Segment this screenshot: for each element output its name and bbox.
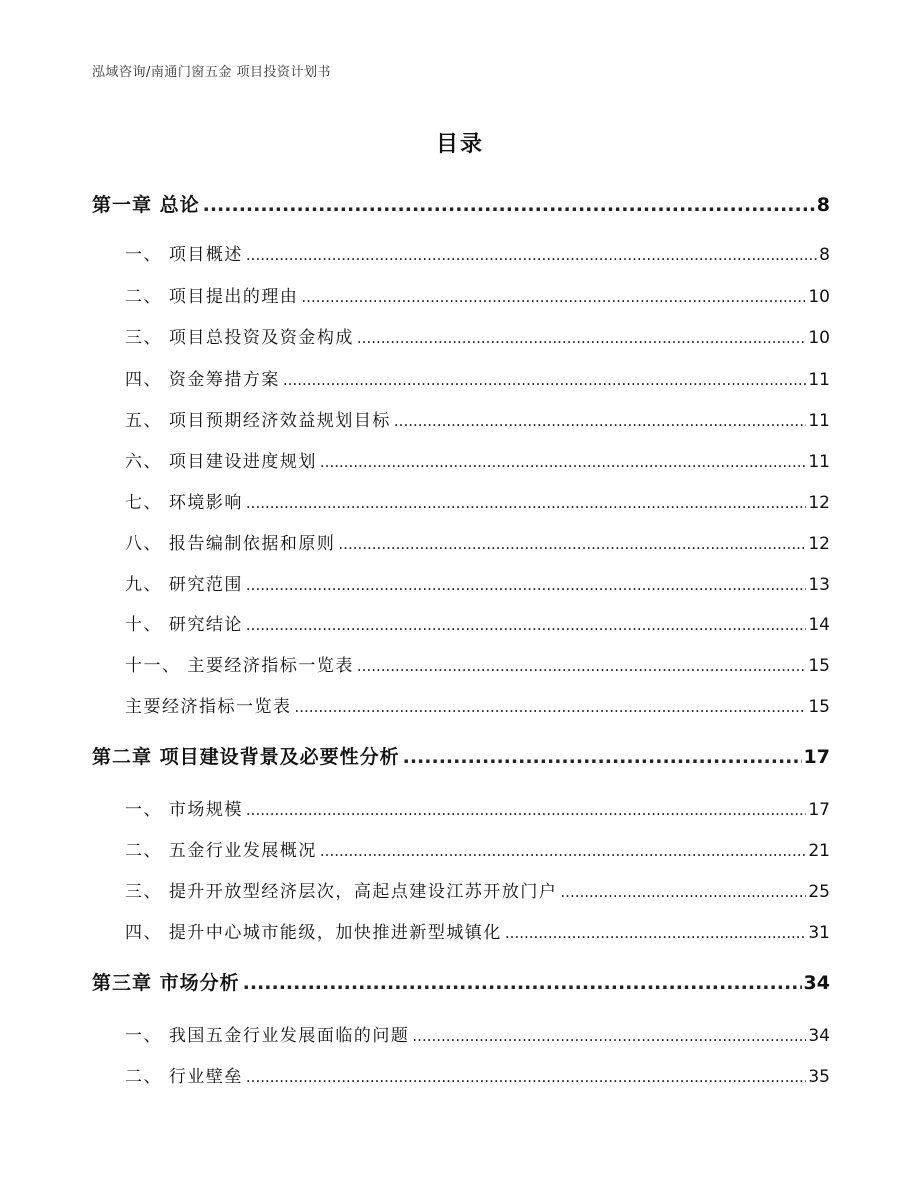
toc-chapter-entry[interactable] xyxy=(92,742,830,769)
toc-leader-dots xyxy=(246,616,806,634)
toc-section-entry[interactable] xyxy=(125,282,830,307)
toc-entry-page-number: 8 xyxy=(819,245,830,265)
toc-entry-page-number: 21 xyxy=(808,841,830,861)
toc-entry-label: 主要经济指标一览表 xyxy=(125,697,292,717)
toc-leader-dots xyxy=(394,412,806,430)
toc-entry-label: 二、 项目提出的理由 xyxy=(125,287,299,307)
toc-entry-label: 三、 提升开放型经济层次，高起点建设江苏开放门户 xyxy=(125,882,558,902)
toc-entry-page-number: 15 xyxy=(808,697,830,717)
toc-section-entry[interactable] xyxy=(125,795,830,820)
toc-entry-page-number: 13 xyxy=(808,575,830,595)
toc-section-entry[interactable] xyxy=(125,877,830,902)
toc-section-entry[interactable] xyxy=(125,323,830,348)
toc-entry-page-number: 34 xyxy=(803,972,830,994)
toc-entry-label: 九、 研究范围 xyxy=(125,575,243,595)
toc-leader-dots xyxy=(320,842,806,860)
toc-entry-label: 十、 研究结论 xyxy=(125,615,243,635)
toc-chapter-entry[interactable] xyxy=(92,190,830,217)
toc-section-entry[interactable] xyxy=(125,447,830,472)
toc-section-entry[interactable] xyxy=(125,406,830,431)
toc-section-entry[interactable] xyxy=(125,651,830,676)
toc-leader-dots xyxy=(403,746,802,768)
toc-leader-dots xyxy=(246,1068,806,1086)
toc-leader-dots xyxy=(246,246,817,264)
toc-section-entry[interactable] xyxy=(125,365,830,390)
toc-entry-page-number: 10 xyxy=(808,328,830,348)
toc-section-entry[interactable] xyxy=(125,1062,830,1087)
toc-entry-label: 第一章 总论 xyxy=(92,194,200,216)
toc-entry-page-number: 12 xyxy=(808,493,830,513)
toc-title: 目录 xyxy=(435,132,484,157)
toc-leader-dots xyxy=(357,657,806,675)
toc-entry-page-number: 34 xyxy=(808,1026,830,1046)
toc-entry-label: 十一、 主要经济指标一览表 xyxy=(125,656,354,676)
toc-section-entry[interactable] xyxy=(125,918,830,943)
toc-entry-label: 四、 资金筹措方案 xyxy=(125,370,280,390)
toc-entry-page-number: 14 xyxy=(808,615,830,635)
toc-entry-page-number: 10 xyxy=(808,287,830,307)
toc-section-entry[interactable] xyxy=(125,488,830,513)
toc-entry-page-number: 11 xyxy=(808,411,830,431)
toc-leader-dots xyxy=(295,698,807,716)
toc-entry-page-number: 12 xyxy=(808,534,830,554)
toc-entry-page-number: 15 xyxy=(808,656,830,676)
toc-entry-page-number: 11 xyxy=(808,452,830,472)
page-header: 泓域咨询/南通门窗五金 项目投资计划书 xyxy=(92,65,332,80)
toc-entry-label: 五、 项目预期经济效益规划目标 xyxy=(125,411,391,431)
toc-leader-dots xyxy=(560,883,806,901)
toc-leader-dots xyxy=(283,371,806,389)
toc-section-entry[interactable] xyxy=(125,529,830,554)
toc-entry-label: 六、 项目建设进度规划 xyxy=(125,452,317,472)
toc-section-entry[interactable] xyxy=(125,570,830,595)
toc-leader-dots xyxy=(246,494,806,512)
toc-entry-page-number: 31 xyxy=(808,923,830,943)
toc-entry-label: 七、 环境影响 xyxy=(125,493,243,513)
toc-entry-label: 第二章 项目建设背景及必要性分析 xyxy=(92,746,400,768)
toc-leader-dots xyxy=(505,924,806,942)
toc-leader-dots xyxy=(320,453,806,471)
toc-entry-label: 二、 行业壁垒 xyxy=(125,1067,243,1087)
toc-entry-page-number: 25 xyxy=(808,882,830,902)
toc-leader-dots xyxy=(203,194,815,216)
toc-entry-page-number: 35 xyxy=(808,1067,830,1087)
toc-section-entry[interactable] xyxy=(125,610,830,635)
toc-chapter-entry[interactable] xyxy=(92,968,830,995)
toc-leader-dots xyxy=(246,576,806,594)
toc-leader-dots xyxy=(246,801,806,819)
toc-entry-label: 第三章 市场分析 xyxy=(92,972,240,994)
toc-section-entry[interactable] xyxy=(125,240,830,265)
toc-leader-dots xyxy=(243,972,802,994)
toc-leader-dots xyxy=(301,288,806,306)
toc-entry-label: 三、 项目总投资及资金构成 xyxy=(125,328,354,348)
toc-entry-label: 二、 五金行业发展概况 xyxy=(125,841,317,861)
toc-entry-label: 一、 项目概述 xyxy=(125,245,243,265)
toc-section-entry[interactable] xyxy=(125,1021,830,1046)
toc-entry-page-number: 17 xyxy=(803,746,830,768)
toc-leader-dots xyxy=(338,535,806,553)
toc-entry-label: 一、 市场规模 xyxy=(125,800,243,820)
toc-entry-page-number: 11 xyxy=(808,370,830,390)
toc-entry-label: 四、 提升中心城市能级，加快推进新型城镇化 xyxy=(125,923,502,943)
toc-entry-label: 一、 我国五金行业发展面临的问题 xyxy=(125,1026,410,1046)
toc-section-entry[interactable] xyxy=(125,692,830,717)
toc-entry-label: 八、 报告编制依据和原则 xyxy=(125,534,336,554)
toc-leader-dots xyxy=(357,329,806,347)
toc-entry-page-number: 8 xyxy=(816,194,830,216)
toc-leader-dots xyxy=(412,1027,806,1045)
toc-entry-page-number: 17 xyxy=(808,800,830,820)
toc-section-entry[interactable] xyxy=(125,836,830,861)
